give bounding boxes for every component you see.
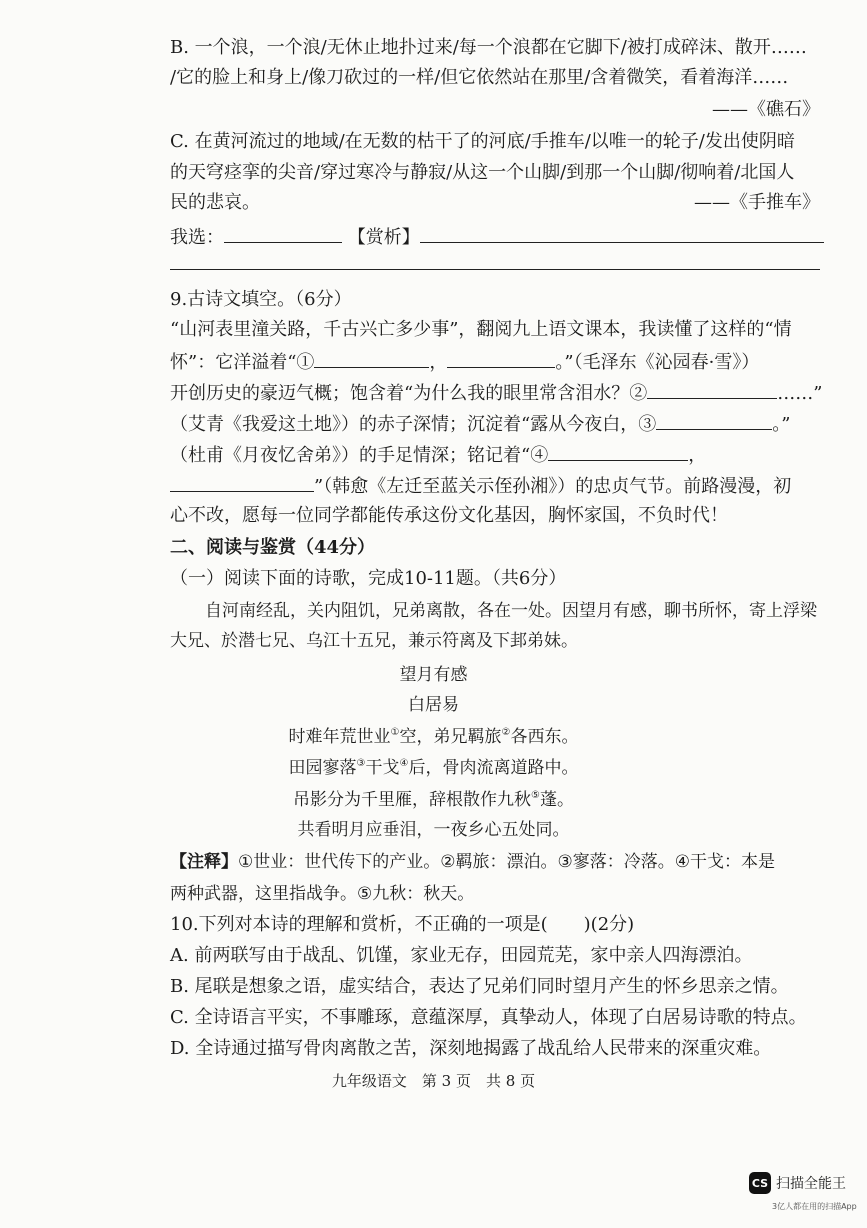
poem-line-2 (0, 754, 867, 785)
option-c-source: ——《手推车》 (694, 192, 820, 213)
q9-line-2-text-a: 怀”：它洋溢着“① (170, 352, 315, 373)
poem-preface-1: 自河南经乱，关内阻饥，兄弟离散，各在一处。因望月有感，聊书所怀，寄上浮梁 (205, 601, 817, 621)
poem-line-1-b: 空，弟兄羁旅 (399, 727, 502, 747)
q9-line-5 (170, 440, 706, 470)
q10-option-b[interactable]: B. 尾联是想象之语，虚实结合，表达了兄弟们同时望月产生的怀乡思亲之情。 (170, 976, 789, 997)
option-c-line-1: C. 在黄河流过的地域/在无数的枯干了的河底/手推车/以唯一的轮子/发出使阴暗 (170, 131, 795, 152)
q9-line-2-text-c: 。”（毛泽东《沁园春·雪》） (555, 352, 760, 373)
q9-line-3 (170, 378, 822, 408)
q9-line-3-text-b: ……” (777, 383, 823, 404)
poem-author: 白居易 (408, 695, 459, 715)
blank-1b[interactable] (447, 347, 555, 368)
blank-4b[interactable] (170, 471, 314, 492)
note-marker-4: ④ (399, 758, 409, 769)
q9-line-5-text-a: （杜甫《月夜忆舍弟》）的手足情深；铭记着“④ (170, 445, 549, 466)
poem-line-1-a: 时难年荒世业 (288, 727, 391, 747)
scanner-badge (749, 1172, 846, 1194)
scanner-name: 扫描全能王 (776, 1176, 846, 1192)
option-c-line-3: 民的悲哀。 (170, 192, 260, 213)
note-marker-3: ③ (356, 758, 366, 769)
poem-line-1 (0, 723, 867, 754)
q10-option-d[interactable]: D. 全诗通过描写骨肉离散之苦，深刻地揭露了战乱给人民带来的深重灾难。 (170, 1038, 772, 1059)
choose-label: 我选： (170, 227, 224, 248)
poem-line-2-b: 干戈 (365, 758, 400, 778)
choose-blank[interactable] (224, 222, 342, 243)
note-marker-1: ① (390, 727, 400, 738)
choose-row (170, 222, 824, 252)
q10-option-a[interactable]: A. 前两联写由于战乱、饥馑，家业无存，田园荒芜，家中亲人四海漂泊。 (170, 945, 753, 966)
option-c-line-2: 的天穹痉挛的尖音/穿过寒冷与静寂/从这一个山脚/到那一个山脚/彻响着/北国人 (170, 162, 795, 183)
poem-line-3-b: 蓬。 (539, 790, 574, 810)
section-2-subheading: （一）阅读下面的诗歌，完成10-11题。（共6分） (170, 568, 567, 589)
q9-line-2 (170, 347, 759, 377)
q10-question: 10.下列对本诗的理解和赏析，不正确的一项是( )(2分) (170, 914, 635, 935)
q9-line-7: 心不改，愿每一位同学都能传承这份文化基因，胸怀家国，不负时代！ (170, 505, 728, 526)
camscanner-logo-icon: CS (749, 1172, 771, 1194)
q9-line-1: “山河表里潼关路，千古兴亡多少事”，翻阅九上语文课本，我读懂了这样的“情 (170, 319, 792, 340)
q9-heading: 9.古诗文填空。（6分） (170, 289, 352, 310)
note-marker-5: ⑤ (531, 790, 540, 801)
q9-line-4 (170, 409, 790, 439)
poem-line-3-a: 吊影分为千里雁，辞根散作九秋 (293, 790, 532, 810)
section-2-heading: 二、阅读与鉴赏（44分） (170, 537, 376, 558)
notes-line-2: 两种武器，这里指战争。⑤九秋：秋天。 (170, 884, 475, 904)
blank-4a[interactable] (548, 440, 688, 461)
poem-preface-2: 大兄、於潜七兄、乌江十五兄，兼示符离及下邽弟妹。 (170, 631, 578, 651)
q9-line-5-text-b: ， (688, 445, 707, 466)
poem-line-3 (0, 786, 867, 817)
analysis-label: 【赏析】 (347, 227, 420, 248)
q9-line-2-text-b: ， (429, 352, 448, 373)
poem-title: 望月有感 (399, 665, 468, 685)
option-b-source: ——《礁石》 (712, 99, 820, 120)
q9-line-3-text-a: 开创历史的豪迈气概；饱含着“为什么我的眼里常含泪水？② (170, 383, 648, 404)
blank-3[interactable] (656, 409, 772, 430)
q9-line-4-text-b: 。” (772, 414, 791, 435)
notes-line-1 (170, 848, 775, 876)
note-marker-2: ② (501, 727, 511, 738)
q9-line-6-text: ”（韩愈《左迁至蓝关示侄孙湘》）的忠贞气节。前路漫漫，初 (314, 476, 792, 497)
analysis-answer-line[interactable] (170, 269, 820, 270)
notes-text-1: ①世业：世代传下的产业。②羁旅：漂泊。③寥落：冷落。④干戈：本是 (238, 852, 775, 872)
poem-line-1-c: 各西东。 (510, 727, 579, 747)
scanner-tagline: 3亿人都在用的扫描App (772, 1202, 857, 1211)
analysis-blank[interactable] (420, 222, 824, 243)
poem-line-2-c: 后，骨肉流离道路中。 (408, 758, 579, 778)
option-b-line-1: B. 一个浪，一个浪/无休止地扑过来/每一个浪都在它脚下/被打成碎沫、散开…… (170, 37, 807, 58)
blank-1a[interactable] (314, 347, 429, 368)
q10-option-c[interactable]: C. 全诗语言平实，不事雕琢，意蕴深厚，真挚动人，体现了白居易诗歌的特点。 (170, 1007, 807, 1028)
poem-line-2-a: 田园寥落 (288, 758, 357, 778)
blank-2[interactable] (647, 378, 777, 399)
option-b-line-2: /它的脸上和身上/像刀砍过的一样/但它依然站在那里/含着微笑，看着海洋…… (170, 67, 789, 88)
notes-label: 【注释】 (170, 852, 238, 872)
q9-line-4-text-a: （艾青《我爱这土地》）的赤子深情；沉淀着“露从今夜白，③ (170, 414, 657, 435)
q9-line-6 (170, 471, 791, 501)
page-footer: 九年级语文 第 3 页 共 8 页 (331, 1072, 536, 1090)
poem-line-4: 共看明月应垂泪，一夜乡心五处同。 (297, 820, 570, 840)
